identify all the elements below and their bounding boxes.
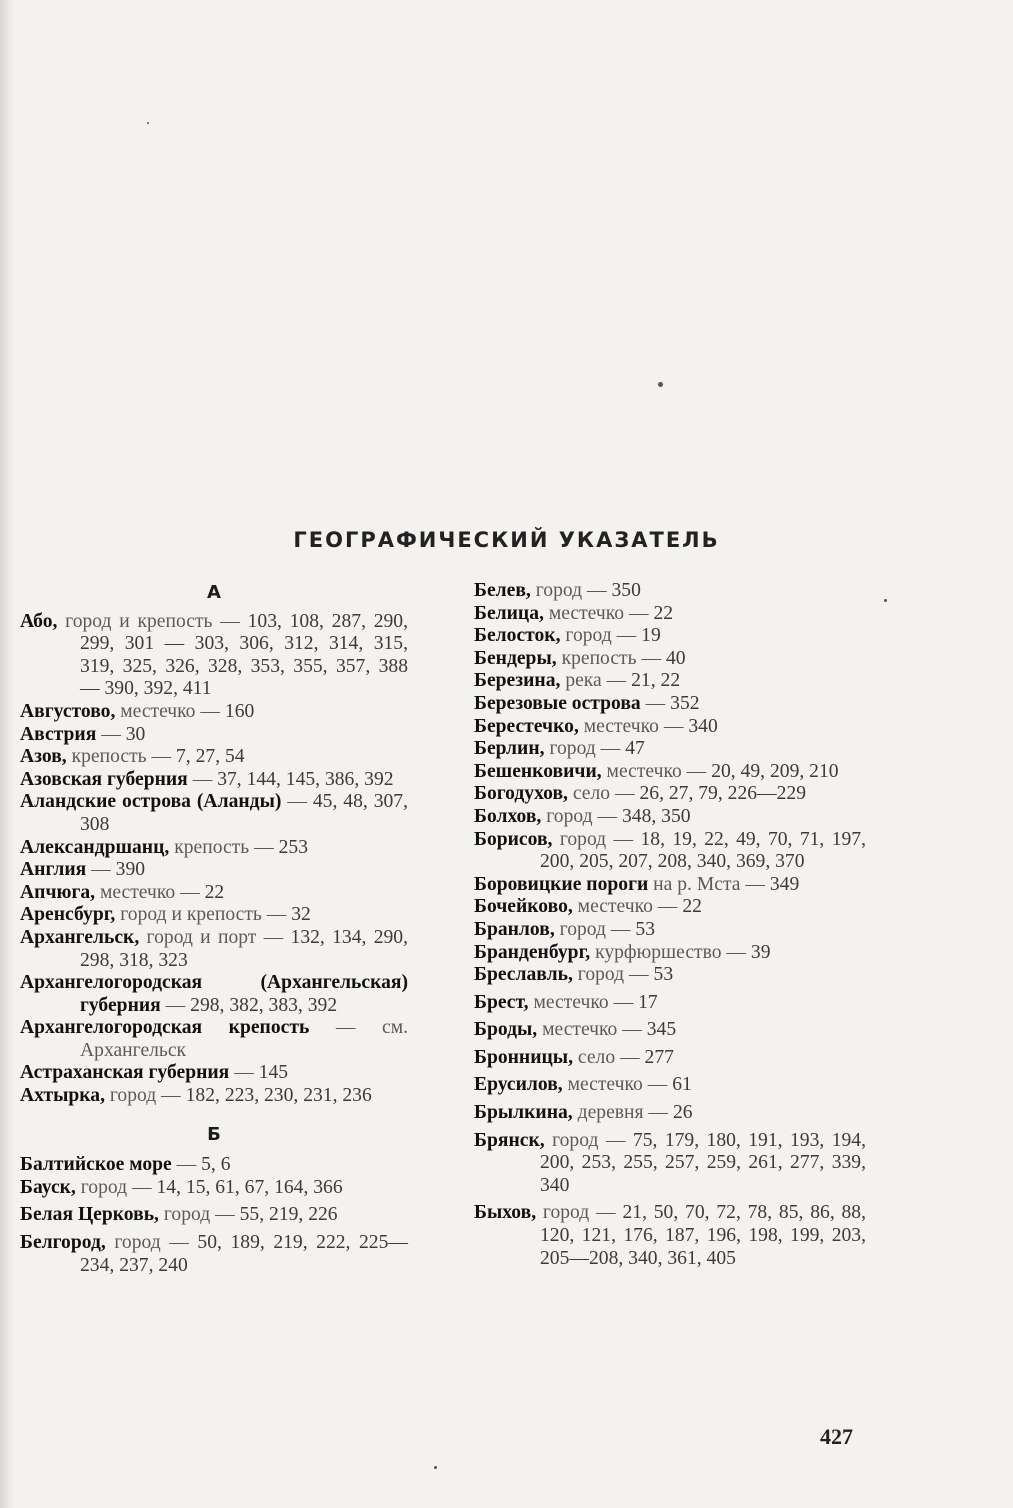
entry-pages: 50, 189, 219, 222, 225—234, 237, 240 [80,1232,408,1276]
index-entry [20,1017,408,1062]
scan-speck [434,1466,437,1469]
entry-pages: 39 [750,941,771,963]
index-entry [20,1085,408,1108]
entry-pages: 7, 27, 54 [176,746,245,768]
entry-desc: город — [577,964,649,986]
index-entry [474,1102,866,1125]
index-entry [474,1130,866,1198]
scan-edge-shadow [0,0,14,1508]
index-entry [474,648,866,671]
entry-list-a [20,611,408,1108]
index-entry [474,716,866,739]
page-title: ГЕОГРАФИЧЕСКИЙ УКАЗАТЕЛЬ [293,528,720,552]
entry-term: Або, [20,610,58,632]
index-entry [474,693,866,716]
entry-pages: 30 [125,723,146,745]
entry-term: Берестечко, [474,715,579,737]
index-entry [474,625,866,648]
entry-pages: 22 [653,602,674,624]
entry-desc: — [176,1154,197,1176]
entry-pages: 19 [641,625,661,647]
index-entry [474,783,866,806]
index-entry [474,992,866,1015]
entry-term: Азов, [20,746,67,768]
index-entry [474,919,866,942]
section-letter-b: Б [207,1123,221,1145]
entry-pages: 349 [769,873,800,895]
index-entry [474,761,866,784]
entry-term: Белица, [474,602,544,624]
entry-desc: — [234,1062,254,1084]
entry-desc: город — [552,1129,626,1151]
entry-term: Боровицкие пороги [474,873,649,895]
entry-pages: 26, 27, 79, 226—229 [639,783,807,805]
entry-desc: местечко — [606,760,707,782]
index-entry [474,806,866,829]
entry-desc: местечко — [577,896,678,918]
entry-pages: 53 [653,964,674,986]
entry-pages: 17 [638,991,658,1013]
index-entry [474,1047,866,1070]
entry-term: Ерусилов, [474,1074,563,1096]
entry-pages: 277 [644,1046,674,1068]
index-entry [474,829,866,874]
entry-term: Астраханская губерния [20,1062,230,1084]
entry-term: Австрия [20,723,97,745]
entry-pages: 352 [670,692,700,714]
index-entry [474,670,866,693]
index-entry [474,942,866,965]
entry-term: Англия [20,859,87,881]
entry-term: Броды, [474,1019,538,1041]
entry-pages: 20, 49, 209, 210 [711,760,839,782]
index-entry [20,791,408,836]
entry-desc: — [645,692,666,714]
entry-desc: — [101,723,121,745]
index-entry [474,874,866,897]
entry-desc: город — [546,805,618,827]
index-entry [20,1204,408,1227]
entry-pages: 345 [646,1019,677,1041]
entry-pages: 61 [672,1074,692,1096]
index-entry [20,972,408,1017]
entry-term: Быхов, [474,1202,537,1224]
entry-term: Белев, [474,580,531,601]
entry-desc: — [287,791,307,813]
entry-pages: 47 [625,738,645,760]
entry-term: Архангелогородская крепость [20,1017,310,1039]
entry-pages: 22 [682,896,702,918]
entry-desc: местечко — [542,1019,642,1041]
index-column-left [20,580,408,1277]
index-entry [20,746,408,769]
index-entry [474,1019,866,1042]
entry-desc: село — [572,783,635,805]
entry-desc: город и крепость — [65,610,240,632]
entry-pages: 75, 179, 180, 191, 193, 194, 200, 253, 255, 257, 259, 261, 277, 339, 340 [540,1129,866,1196]
entry-desc: город — [80,1176,152,1198]
scan-speck [884,599,887,602]
entry-term: Архангельск, [20,926,140,948]
entry-term: Болхов, [474,805,542,827]
entry-desc: город — [114,1232,189,1254]
entry-term: Березовые острова [474,692,641,714]
entry-desc: местечко — [120,700,220,722]
entry-desc: — [192,768,213,790]
entry-term: Брянск, [474,1129,545,1151]
entry-desc: город — [535,580,607,601]
index-entry [20,1232,408,1277]
index-column-right [474,580,866,1270]
entry-term: Александршанц, [20,836,170,858]
entry-pages: 145 [258,1062,289,1084]
entry-term: Бранлов, [474,918,555,940]
entry-pages: 348, 350 [621,805,691,827]
entry-desc: местечко — [548,602,649,624]
index-entry [20,1177,408,1200]
entry-term: Брылкина, [474,1102,573,1124]
index-entry [474,603,866,626]
index-entry [474,964,866,987]
entry-desc: город — [549,738,621,760]
entry-desc: город — [565,625,637,647]
entry-desc: город — [109,1085,181,1107]
entry-desc: крепость — [561,647,662,669]
entry-term: Белосток, [474,625,561,647]
entry-term: Бендеры, [474,647,557,669]
entry-desc: город — [542,1202,616,1224]
entry-term: Апчюга, [20,881,96,903]
entry-desc: город — [559,918,631,940]
entry-desc: — см. Архангельск [80,1017,408,1061]
entry-term: Бешенковичи, [474,760,602,782]
index-entry [474,896,866,919]
scan-speck [147,122,149,124]
entry-pages: 103, 108, 287, 290, 299, 301 — 303, 306, 312, 314, 315, 319, 325, 326, 328, 353, 355, 357, 388 — 390, 392, 411 [80,610,409,700]
entry-pages: 37, 144, 145, 386, 392 [217,768,394,790]
entry-term: Берлин, [474,738,545,760]
entry-pages: 350 [611,580,641,601]
entry-pages: 21, 22 [631,670,681,692]
entry-term: Августово, [20,700,116,722]
entry-pages: 53 [635,918,655,940]
index-entry [474,580,866,603]
entry-pages: 390 [115,859,146,881]
entry-desc: — [91,859,111,881]
entry-pages: 340 [688,715,718,737]
entry-term: Аландские острова (Аланды) [20,791,282,813]
entry-desc: местечко — [99,881,200,903]
entry-pages: 26 [672,1102,693,1124]
entry-pages: 45, 48, 307, 308 [80,791,409,835]
scan-speck [658,382,663,387]
entry-desc: река — [565,670,627,692]
entry-desc: город — [559,828,634,850]
entry-desc: город — [163,1204,235,1226]
index-entry [20,1154,408,1177]
entry-term: Аренсбург, [20,904,116,926]
index-entry [20,927,408,972]
index-entry [20,882,408,905]
entry-pages: 40 [665,647,686,669]
entry-pages: 14, 15, 61, 67, 164, 366 [156,1176,343,1198]
entry-pages: 5, 6 [201,1154,231,1176]
entry-term: Белгород, [20,1232,106,1254]
entry-desc: город и крепость — [120,904,287,926]
index-entry [20,1062,408,1085]
index-entry [20,611,408,701]
entry-desc: крепость — [71,746,172,768]
entry-desc: на р. Мста — [653,873,765,895]
entry-term: Бранденбург, [474,941,591,963]
entry-list-b-left [20,1154,408,1277]
index-entry [20,769,408,792]
index-entry [20,904,408,927]
entry-pages: 298, 382, 383, 392 [190,994,338,1016]
page-number: 427 [820,1424,853,1449]
index-entry [474,738,866,761]
entry-pages: 18, 19, 22, 49, 70, 71, 197, 200, 205, 207, 208, 340, 369, 370 [540,828,866,873]
index-entry [474,1074,866,1097]
entry-list-b-right [474,580,866,1270]
entry-term: Бреславль, [474,964,573,986]
entry-pages: 160 [224,700,255,722]
index-entry [20,859,408,882]
entry-term: Березина, [474,670,561,692]
entry-desc: — [165,994,186,1016]
entry-desc: крепость — [174,836,274,858]
index-entry [474,1202,866,1270]
index-entry [20,724,408,747]
entry-desc: город и порт — [146,926,284,948]
entry-desc: курфюршество — [595,941,746,963]
entry-pages: 182, 223, 230, 231, 236 [185,1085,372,1107]
index-entry [20,837,408,860]
entry-term: Азовская губерния [20,768,188,790]
entry-pages: 55, 219, 226 [239,1204,338,1226]
entry-term: Балтийское море [20,1154,172,1176]
entry-pages: 22 [204,881,225,903]
entry-pages: 21, 50, 70, 72, 78, 85, 86, 88, 120, 121, 176, 187, 196, 198, 199, 203, 205—208, 340, 361, 405 [540,1202,867,1269]
entry-desc: деревня — [577,1102,669,1124]
entry-desc: местечко — [567,1074,668,1096]
entry-desc: село — [577,1046,640,1068]
entry-term: Брест, [474,991,529,1013]
entry-term: Ахтырка, [20,1085,105,1107]
entry-term: Бауск, [20,1176,76,1198]
entry-term: Белая Церковь, [20,1204,159,1226]
entry-desc: местечко — [533,991,634,1013]
entry-term: Архангелогородская (Архангельская) губерния [20,972,408,1016]
index-entry [20,701,408,724]
section-letter-a: А [207,582,221,603]
entry-term: Бочейково, [474,896,573,918]
entry-term: Богодухов, [474,783,568,805]
entry-pages: 253 [278,836,308,858]
entry-pages: 32 [291,904,311,926]
entry-term: Борисов, [474,828,553,850]
entry-term: Бронницы, [474,1046,574,1068]
entry-pages: 132, 134, 290, 298, 318, 323 [80,926,408,971]
entry-desc: местечко — [583,715,684,737]
